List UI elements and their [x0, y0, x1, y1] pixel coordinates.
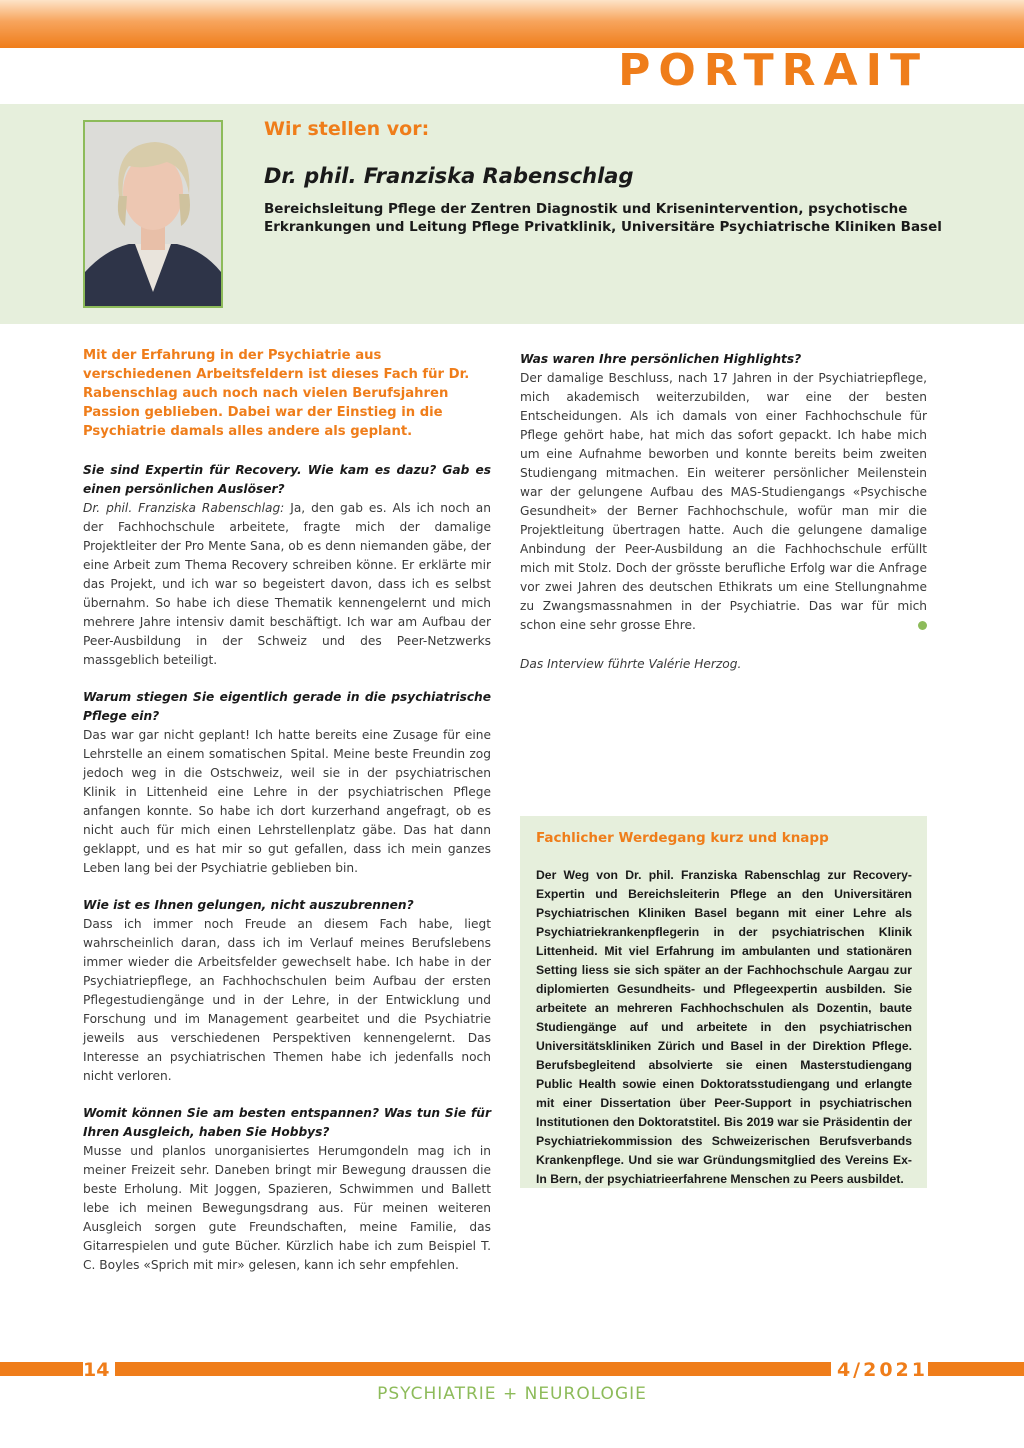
person-name: Dr. phil. Franziska Rabenschlag — [264, 164, 634, 188]
portrait-photo — [83, 120, 223, 308]
intro-label: Wir stellen vor: — [264, 118, 430, 140]
answer-5 — [520, 369, 927, 635]
answer-1-text: Ja, den gab es. Als ich noch an der Fachhochschule arbeitete, fragte mich der damalige Projektleiter der Pro Mente Sana, ob es denn niemanden gäbe, der eine Arbeit zum Thema Recovery schreiben könne. Er erklärte mir das Projekt, und ich war so begeistert davon, dass ich es selbst übernahm. So habe ich diese Thematik kennengelernt und mich mehrere Jahre intensiv damit beschäftigt. Ich war am Aufbau der Peer-Ausbildung in der Schweiz und des Peer-Netzwerks massgeblich beteiligt. — [83, 501, 491, 667]
career-box-text: Der Weg von Dr. phil. Franziska Rabenschlag zur Recovery-Expertin und Bereichsleiterin Pflege an den Universitären Psychiatrischen Kliniken Basel begann mit einer Lehre als Psychiatriekrankenpflegerin in der psychiatrischen Klinik Littenheid. Mit viel Erfahrung im ambulanten und stationären Setting liess sie sich später an der Fachhochschule Aargau zur diplomierten Gesundheits- und Pflegeexpertin ausbilden. Sie arbeitete an mehreren Fachhochschulen als Dozentin, baute Studiengänge auf und arbeitete in den psychiatrischen Universitätskliniken Zürich und Basel in der Direktion Pflege. Berufsbegleitend absolvierte sie einen Masterstudiengang Public Health sowie einen Doktoratsstudiengang und erlangte mit einer Dissertation über Peer-Support in psychiatrischen Institutionen den Doktoratstitel. Bis 2019 war sie Präsidentin der Psychiatriekommission des Schweizerischen Berufsverbands Krankenpflege. Und sie war Gründungsmitglied des Vereins Ex-In Bern, der psychiatrieerfahrene Menschen zu Peers ausbildet. — [536, 868, 912, 1186]
speaker-name: Dr. phil. Franziska Rabenschlag: — [83, 501, 285, 515]
question-3: Wie ist es Ihnen gelungen, nicht auszubrennen? — [83, 898, 414, 912]
answer-4: Musse und planlos unorganisiertes Herumgondeln mag ich in meiner Freizeit sehr. Daneben bringt mir Bewegung draussen die beste Erholung. Mit Joggen, Spazieren, Schwimmen und Ballett lebe ich meinen Bewegungsdrang aus. Für meinen weiteren Ausgleich sorgen gute Freundschaften, meine Familie, das Gitarrespielen und gute Bücher. Kürzlich habe ich zum Beispiel T. C. Boyles «Sprich mit mir» gelesen, kann ich sehr empfehlen. — [83, 1144, 491, 1272]
answer-2: Das war gar nicht geplant! Ich hatte bereits eine Zusage für eine Lehrstelle an einem somatischen Spital. Meine beste Freundin zog jedoch weg in die Ostschweiz, weil sie in der psychiatrischen Klinik in Littenheid eine Lehre in der psychiatrischen Pflege anfangen konnte. So habe ich dort kurzerhand angefragt, ob es nicht auch für mich einen Lehrstellenplatz gäbe. Das hat dann geklappt, und es hat mir so gut gefallen, dass ich mein ganzes Leben lang bei der Psychiatrie geblieben bin. — [83, 728, 491, 875]
answer-1 — [83, 499, 491, 670]
page-number: 14 — [83, 1359, 115, 1381]
career-box — [520, 816, 927, 1188]
person-position: Bereichsleitung Pflege der Zentren Diagnostik und Krisenintervention, psychotische Erkrankungen und Leitung Pflege Privatklinik, Universitäre Psychiatrische Kliniken Basel — [264, 201, 942, 235]
left-column — [83, 346, 491, 1275]
top-gradient-band — [0, 0, 1024, 48]
section-title: PORTRAIT — [618, 45, 928, 96]
answer-5-text: Der damalige Beschluss, nach 17 Jahren in der Psychiatriepflege, mich akademisch weiterzubilden, war eine der besten Entscheidungen. Als ich damals von einer Fachhochschule für Pflege gehört habe, hat mich das sofort gepackt. Ich habe mich um eine Aufnahme beworben und konnte bereits beim zweiten Studiengang mitmachen. Ein weiterer persönlicher Meilenstein war der gelungene Aufbau des MAS-Studiengangs «Psychische Gesundheit» der Berner Fachhochschule, wofür man mir die Projektleitung übertragen hatte. Auch die gelungene damalige Anbindung der Peer-Ausbildung an die Fachhochschule erfüllt mich mit Stolz. Doch der grösste berufliche Erfolg war die Anfrage vor zwei Jahren des deutschen Ethikrats um eine Stellungnahme zu Zwangsmassnahmen in der Psychiatrie. Das war für mich schon eine sehr grosse Ehre. — [520, 371, 927, 632]
question-4: Womit können Sie am besten entspannen? Was tun Sie für Ihren Ausgleich, haben Sie Hobbys? — [83, 1106, 491, 1139]
interview-credit: Das Interview führte Valérie Herzog. — [520, 657, 742, 671]
question-1: Sie sind Expertin für Recovery. Wie kam es dazu? Gab es einen persönlichen Auslöser? — [83, 463, 491, 496]
question-2: Warum stiegen Sie eigentlich gerade in die psychiatrische Pflege ein? — [83, 690, 491, 723]
career-box-title: Fachlicher Werdegang kurz und knapp — [536, 830, 829, 846]
person-portrait-icon — [85, 122, 221, 306]
issue-number: 4/2021 — [831, 1359, 928, 1381]
answer-3: Dass ich immer noch Freude an diesem Fach habe, liegt wahrscheinlich daran, dass ich im Verlauf meines Berufslebens immer wieder die Arbeitsfelder gewechselt habe. Ich habe in der Psychiatriepflege, an Fachhochschulen beim Aufbau der ersten Pflegestudiengänge und in der Lehre, in der Entwicklung und Forschung und im Management gearbeitet und die Psychiatrie jeweils aus verschiedenen Perspektiven kennengelernt. Das Interesse an psychiatrischen Themen habe ich jedenfalls noch nicht verloren. — [83, 917, 491, 1083]
article-lead: Mit der Erfahrung in der Psychiatrie aus verschiedenen Arbeitsfeldern ist dieses Fach für Dr. Rabenschlag auch noch nach vielen Berufsjahren Passion geblieben. Dabei war der Einstieg in die Psychiatrie damals alles andere als geplant. — [83, 348, 470, 439]
end-dot-icon — [918, 621, 927, 630]
journal-name: PSYCHIATRIE + NEUROLOGIE — [377, 1384, 647, 1404]
right-column — [520, 350, 927, 674]
question-5: Was waren Ihre persönlichen Highlights? — [520, 352, 802, 366]
